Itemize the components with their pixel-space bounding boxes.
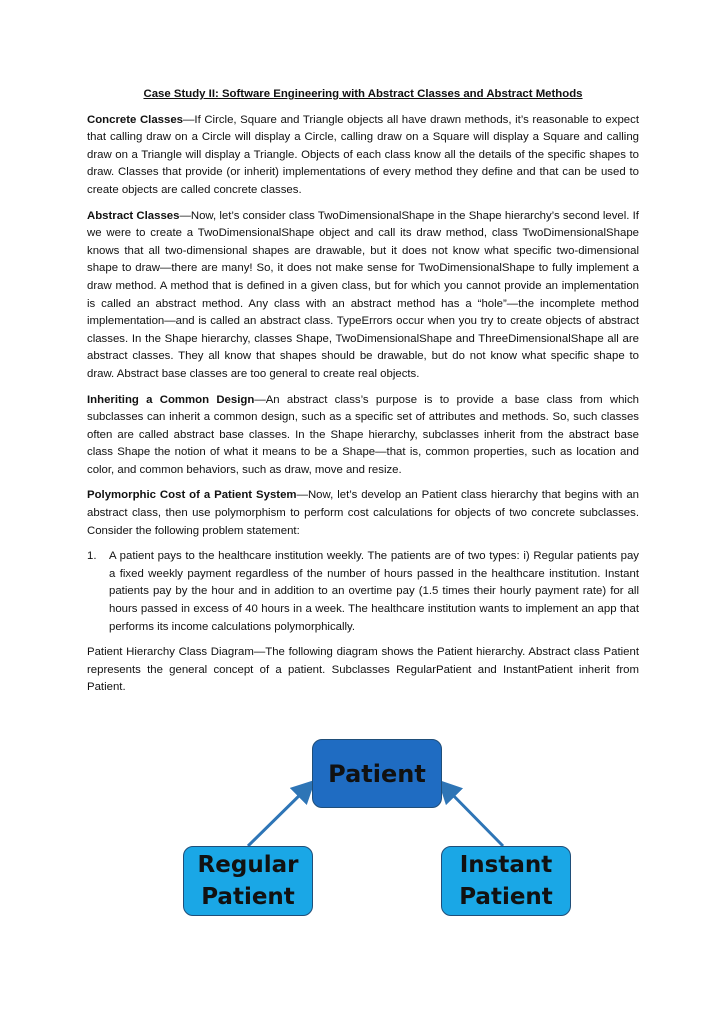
document-title: Case Study II: Software Engineering with Abstract Classes and Abstract Methods xyxy=(143,88,583,100)
document-body xyxy=(87,86,639,705)
paragraph-text: —Now, let’s develop an Patient class hierarchy that begins with an abstract class, then use polymorphism to perform cost calculations for objects of two concrete subclasses. Consider the following problem statement: xyxy=(87,489,639,537)
patient-class-box xyxy=(312,739,442,808)
paragraph-abstract-classes xyxy=(87,208,639,384)
paragraph-text: —Now, let’s consider class TwoDimensionalShape in the Shape hierarchy’s second level. If we were to create a TwoDimensionalShape object and call its draw method, class TwoDimensionalShape knows that all two-dimensional shapes are drawable, but it does not know what specific two-dimensional shape to draw—there are many! So, it does not make sense for TwoDimensionalShape to fully implement a draw method. A method that is defined in a given class, but for which you cannot provide an implementation is called an abstract method. Any class with an abstract method has a “hole”—the incomplete method implementation—and is called an abstract class. TypeErrors occur when you try to create objects of abstract classes. In the Shape hierarchy, classes Shape, TwoDimensionalShape and ThreeDimensionalShape all are abstract classes. They all know that shapes should be drawable, but do not know what specific shape to draw. Abstract base classes are too general to create real objects. xyxy=(87,209,639,380)
paragraph-common-design xyxy=(87,392,639,480)
list-number: 1. xyxy=(87,550,97,563)
paragraph-lead: Abstract Classes xyxy=(87,209,180,222)
paragraph-concrete-classes xyxy=(87,112,639,200)
class-diagram xyxy=(0,730,725,930)
inheritance-arrow-left xyxy=(248,786,309,846)
patient-class-label: Patient xyxy=(328,759,426,788)
paragraph-diagram-intro: Patient Hierarchy Class Diagram—The following diagram shows the Patient hierarchy. Abstract class Patient represents the general concept of a patient. Subclasses RegularPatient and InstantPatient inherit from Patient. xyxy=(87,646,639,694)
paragraph-lead: Inheriting a Common Design xyxy=(87,393,255,406)
paragraph-lead: Concrete Classes xyxy=(87,113,184,126)
paragraph-lead: Polymorphic Cost of a Patient System xyxy=(87,489,297,502)
inheritance-arrow-right xyxy=(444,786,503,846)
paragraph-text: —An abstract class’s purpose is to provide a base class from which subclasses can inherit a common design, such as a specific set of attributes and methods. So, such classes often are called abstract base classes. In the Shape hierarchy, subclasses inherit from the abstract base class Shape the notion of what it means to be a Shape—that is, common properties, such as location and color, and common behaviors, such as draw, move and resize. xyxy=(87,393,639,476)
paragraph-text: —If Circle, Square and Triangle objects all have drawn methods, it’s reasonable to expect that calling draw on a Circle will display a Circle, calling draw on a Square will display a Square and calling draw on a Triangle will display a Triangle. Objects of each class know all the details of the specific shapes to draw. Classes that provide (or inherit) implementations of every method they define and that can be used to create objects are called concrete classes. xyxy=(87,113,639,196)
list-item-text: A patient pays to the healthcare institution weekly. The patients are of two types: i) Regular patients pay a fixed weekly payment regardless of the number of hours passed in the healthcare institution. Instant patients pay by the hour and in addition to an overtime pay (1.5 times their hourly payment rate) for all hours passed in excess of 40 hours in a week. The healthcare institution wants to implement an app that performs its income calculations polymorphically. xyxy=(109,550,639,633)
instant-patient-class-label: Instant Patient xyxy=(459,852,553,910)
instant-patient-class-box xyxy=(441,846,571,916)
numbered-list-item xyxy=(87,548,639,636)
regular-patient-class-box xyxy=(183,846,313,916)
paragraph-polymorphic-cost xyxy=(87,487,639,540)
regular-patient-class-label: Regular Patient xyxy=(197,852,299,910)
